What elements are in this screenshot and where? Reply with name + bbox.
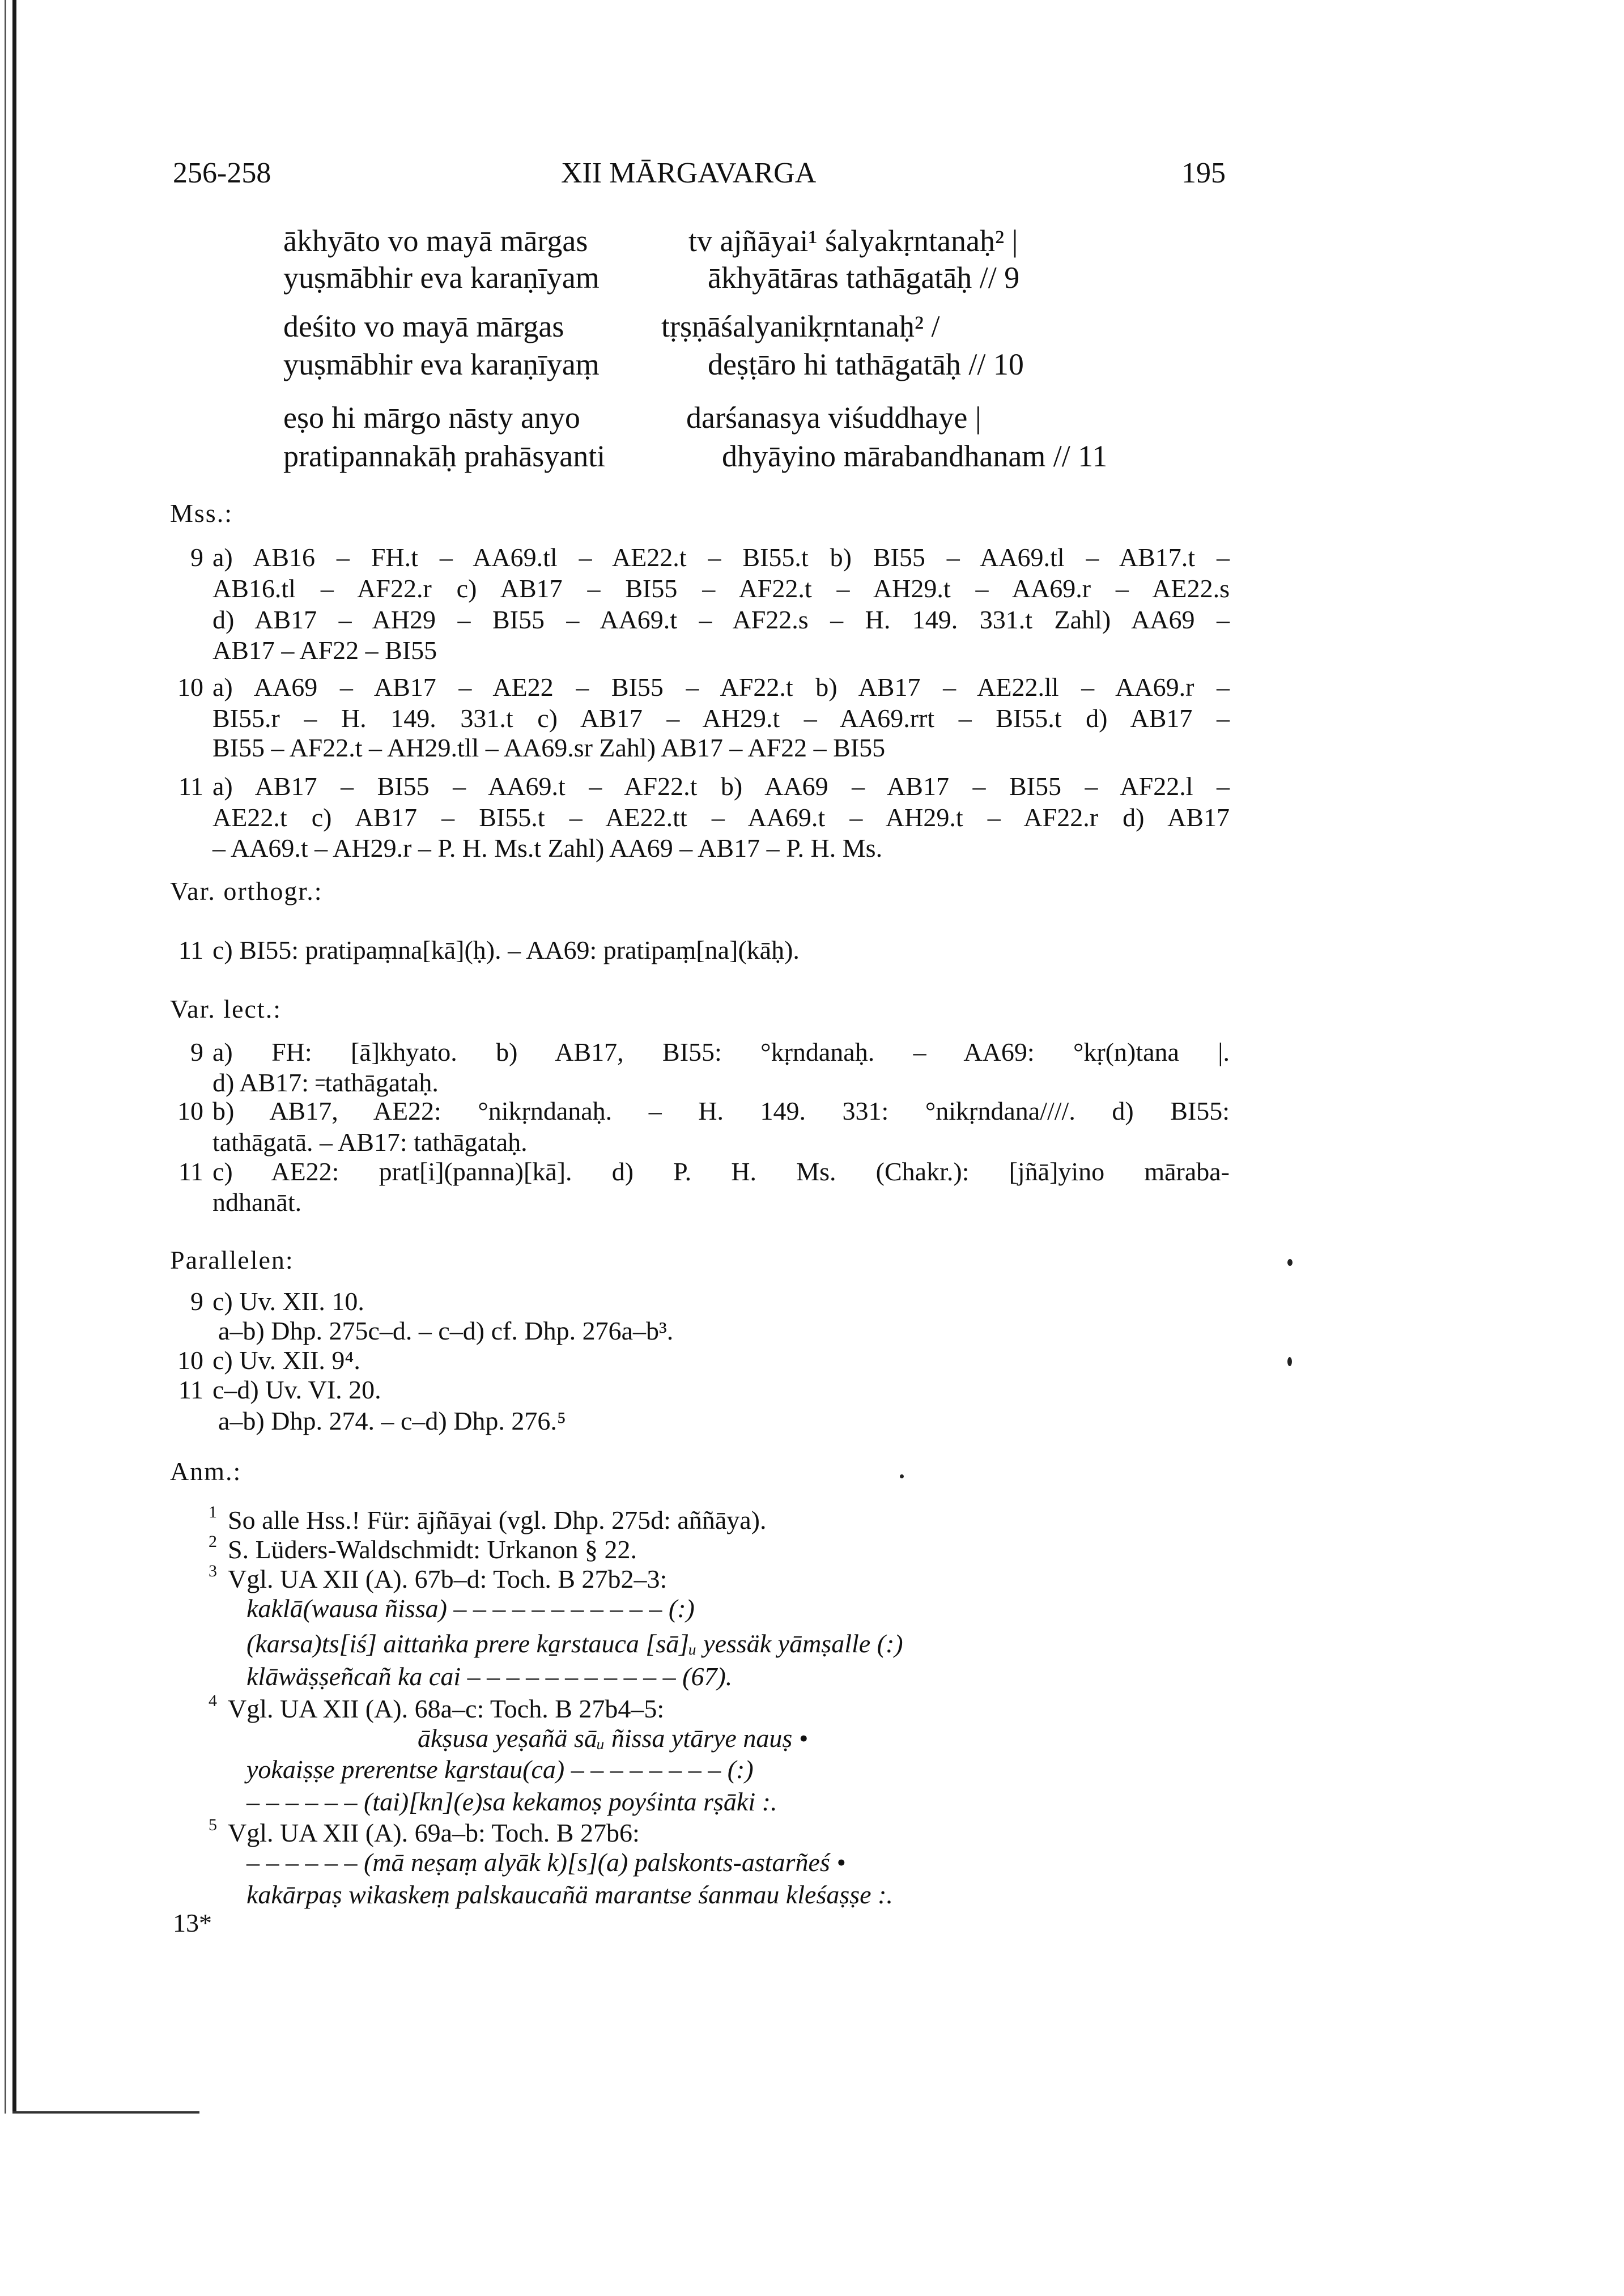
section-heading-mss: Mss.: — [170, 499, 233, 528]
apparatus-line: c–d) Uv. VI. 20. — [212, 1375, 381, 1404]
stray-mark — [1287, 1259, 1293, 1266]
tocharian-quote-line: – – – – – – (mā neṣaṃ alyāk k)[s](a) palskonts-astarñeś • — [246, 1848, 846, 1877]
footnote-marker: 4 — [209, 1691, 217, 1710]
verse-pada-b: tv ajñāyai¹ śalyakṛntanaḥ² | — [688, 224, 1018, 258]
apparatus-line: d) AB17 – AH29 – BI55 – AA69.t – AF22.s – H. 149. 331.t Zahl) AA69 – — [212, 605, 1230, 634]
tocharian-quote-line: ākṣusa yeṣañä sāᵤ ñissa ytārye nauṣ • — [418, 1724, 808, 1753]
apparatus-line: BI55 – AF22.t – AH29.tll – AA69.sr Zahl) AB17 – AF22 – BI55 — [212, 733, 886, 762]
tocharian-quote-line: (karsa)ts[iś] aittaṅka prere ka̱rstauca [sā]ᵤ yessäk yāmṣalle (:) — [246, 1629, 903, 1658]
apparatus-line: – AA69.t – AH29.r – P. H. Ms.t Zahl) AA69 – AB17 – P. H. Ms. — [212, 834, 883, 862]
entry-number: 9 — [190, 543, 203, 572]
stray-mark — [1287, 1357, 1292, 1366]
verse-pada-a: deśito vo mayā mārgas — [283, 309, 564, 343]
tocharian-quote-line: yokaiṣṣe prerentse ka̱rstau(ca) – – – – – – – – (:) — [246, 1755, 754, 1784]
footnote-text: Vgl. UA XII (A). 67b–d: Toch. B 27b2–3: — [228, 1564, 668, 1593]
sheet-signature: 13* — [173, 1908, 212, 1937]
section-heading-var-lect: Var. lect.: — [170, 994, 282, 1023]
footnote-text: So alle Hss.! Für: ājñāyai (vgl. Dhp. 275d: aññāya). — [228, 1506, 767, 1534]
entry-number: 9 — [190, 1287, 203, 1316]
tocharian-quote-line: kakārpaṣ wikaskeṃ palskaucañä marantse śanmau kleśaṣṣe :. — [246, 1880, 893, 1909]
scan-bottom-line — [12, 2111, 199, 2114]
scan-edge-artifact — [5, 0, 6, 2114]
footnote-marker: 3 — [209, 1562, 217, 1580]
entry-number: 9 — [190, 1038, 203, 1066]
apparatus-line: b) AB17, AE22: °nikṛndanaḥ. – H. 149. 331: °nikṛndana////. d) BI55: — [212, 1096, 1230, 1125]
apparatus-line: c) BI55: pratipaṃna[kā](ḥ). – AA69: pratipaṃ[na](kāḥ). — [212, 936, 800, 964]
apparatus-line: a) AB17 – BI55 – AA69.t – AF22.t b) AA69 – AB17 – BI55 – AF22.l – — [212, 772, 1230, 801]
verse-pada-b: ākhyātāras tathāgatāḥ // 9 — [708, 261, 1020, 295]
stray-mark — [900, 1474, 904, 1478]
entry-number: 11 — [178, 1157, 203, 1186]
entry-number: 11 — [178, 936, 203, 964]
footnote-marker: 1 — [209, 1503, 217, 1521]
running-head-verse-range: 256-258 — [173, 157, 271, 189]
apparatus-line: a) FH: [ā]khyato. b) AB17, BI55: °kṛndanaḥ. – AA69: °kṛ(n)tana |. — [212, 1038, 1230, 1066]
tocharian-quote-line: klāwäṣṣeñcañ ka cai – – – – – – – – – – – (67). — [246, 1662, 733, 1691]
scan-edge-line — [12, 0, 16, 2114]
footnote-text: S. Lüders-Waldschmidt: Urkanon § 22. — [228, 1535, 637, 1564]
footnote-text: Vgl. UA XII (A). 69a–b: Toch. B 27b6: — [228, 1818, 640, 1847]
section-heading-var-orthogr: Var. orthogr.: — [170, 877, 323, 905]
footnote-text: Vgl. UA XII (A). 68a–c: Toch. B 27b4–5: — [228, 1694, 665, 1723]
apparatus-line: a) AB16 – FH.t – AA69.tl – AE22.t – BI55.t b) BI55 – AA69.tl – AB17.t – — [212, 543, 1230, 572]
apparatus-line: AB17 – AF22 – BI55 — [212, 636, 437, 665]
apparatus-line: AB16.tl – AF22.r c) AB17 – BI55 – AF22.t – AH29.t – AA69.r – AE22.s — [212, 574, 1230, 603]
footnote-marker: 2 — [209, 1532, 217, 1551]
apparatus-line: a–b) Dhp. 275c–d. – c–d) cf. Dhp. 276a–b³. — [218, 1316, 674, 1345]
apparatus-line: d) AB17: ꞊tathāgataḥ. — [212, 1068, 439, 1097]
verse-pada-a: ākhyāto vo mayā mārgas — [283, 224, 588, 258]
entry-number: 10 — [177, 1096, 203, 1125]
verse-pada-a: pratipannakāḥ prahāsyanti — [283, 439, 606, 473]
running-head-title: XII MĀRGAVARGA — [561, 157, 817, 189]
tocharian-quote-line: kaklā(wausa ñissa) – – – – – – – – – – – (:) — [246, 1594, 695, 1623]
verse-pada-a: eṣo hi mārgo nāsty anyo — [283, 401, 580, 435]
apparatus-line: a–b) Dhp. 274. – c–d) Dhp. 276.⁵ — [218, 1406, 566, 1435]
section-heading-anm: Anm.: — [170, 1457, 242, 1486]
verse-pada-a: yuṣmābhir eva karaṇīyaṃ — [283, 347, 600, 381]
verse-pada-b: tṛṣṇāśalyanikṛntanaḥ² / — [661, 309, 940, 343]
verse-pada-b: dhyāyino mārabandhanam // 11 — [722, 439, 1108, 473]
verse-pada-b: deṣṭāro hi tathāgatāḥ // 10 — [708, 347, 1024, 381]
apparatus-line: AE22.t c) AB17 – BI55.t – AE22.tt – AA69.t – AH29.t – AF22.r d) AB17 — [212, 803, 1230, 832]
entry-number: 10 — [177, 1346, 203, 1375]
apparatus-line: a) AA69 – AB17 – AE22 – BI55 – AF22.t b) AB17 – AE22.ll – AA69.r – — [212, 673, 1230, 701]
apparatus-line: tathāgatā. – AB17: tathāgataḥ. — [212, 1128, 528, 1156]
apparatus-line: c) Uv. XII. 10. — [212, 1287, 364, 1316]
apparatus-line: BI55.r – H. 149. 331.t c) AB17 – AH29.t – AA69.rrt – BI55.t d) AB17 – — [212, 704, 1230, 733]
apparatus-line: c) Uv. XII. 9⁴. — [212, 1346, 360, 1375]
section-heading-parallelen: Parallelen: — [170, 1245, 294, 1274]
entry-number: 11 — [178, 1375, 203, 1404]
verse-pada-b: darśanasya viśuddhaye | — [686, 401, 981, 435]
apparatus-line: c) AE22: prat[i](panna)[kā]. d) P. H. Ms. (Chakr.): [jñā]yino māraba- — [212, 1157, 1230, 1186]
verse-pada-a: yuṣmābhir eva karaṇīyam — [283, 261, 600, 295]
footnote-marker: 5 — [209, 1815, 217, 1834]
apparatus-line: ndhanāt. — [212, 1188, 302, 1217]
entry-number: 11 — [178, 772, 203, 801]
page-number: 195 — [1181, 157, 1226, 189]
entry-number: 10 — [177, 673, 203, 701]
tocharian-quote-line: – – – – – – (tai)[kn](e)sa kekamoṣ poyśinta rṣāki :. — [246, 1787, 777, 1816]
